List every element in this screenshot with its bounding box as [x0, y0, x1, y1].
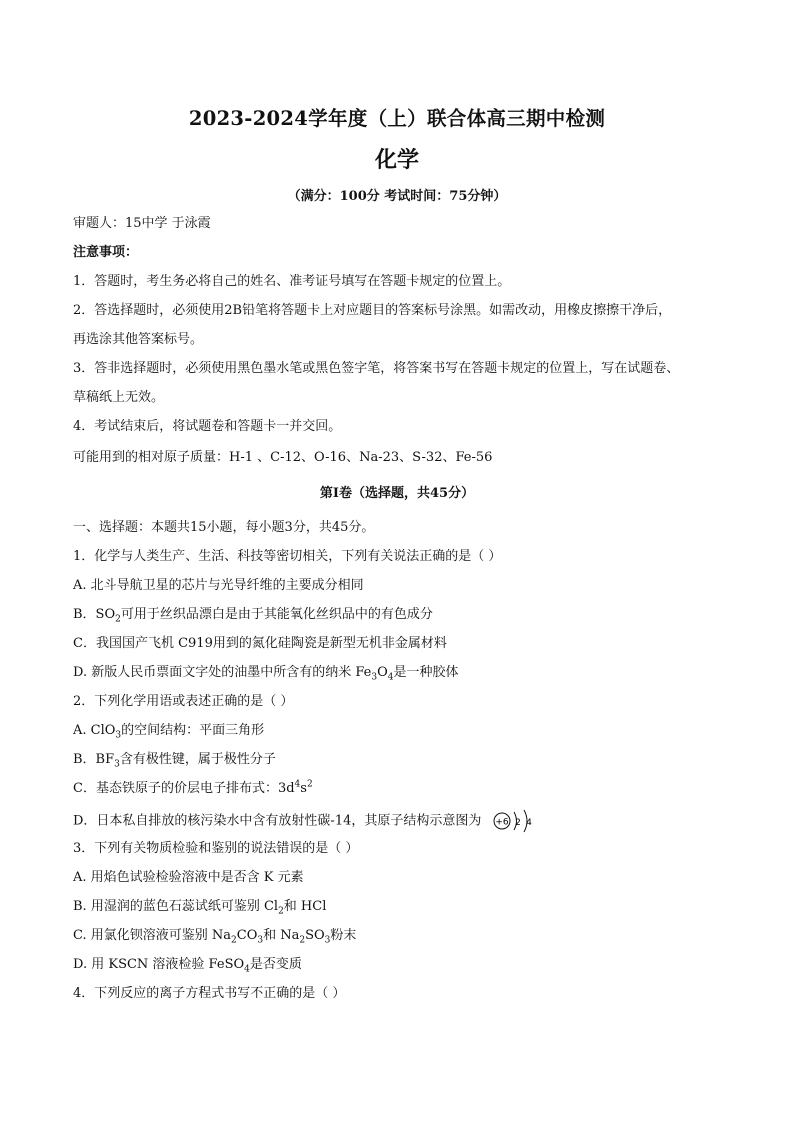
section-intro: 一、选择题：本题共15小题，每小题3分，共45分。 — [73, 520, 375, 535]
reviewer-line: 审题人：15中学 于泳霞 — [73, 216, 211, 231]
note-3b: 草稿纸上无效。 — [73, 390, 165, 405]
q2-option-b: B．$BF_3$含有极性键，属于极性分子 — [73, 752, 276, 770]
q3-stem: 3．下列有关物质检验和鉴别的说法错误的是（ ） — [73, 841, 359, 856]
q3-option-a: A. 用焰色试验检验溶液中是否含 K 元素 — [73, 870, 304, 885]
q3-option-b: B. 用湿润的蓝色石蕊试纸可鉴别 $Cl_2$和 HCl — [73, 899, 327, 917]
note-1: 1．答题时，考生务必将自己的姓名、准考证号填写在答题卡规定的位置上。 — [73, 274, 511, 289]
shell-1-electrons: 2 — [514, 818, 521, 828]
carbon-atom-diagram — [492, 810, 542, 832]
note-3a: 3．答非选择题时，必须使用黑色墨水笔或黑色签字笔，将答案书写在答题卡规定的位置上，写在试题卷、 — [73, 361, 680, 376]
q2-option-c: C．基态铁原子的价层电子排布式：$3d^4s^2$ — [73, 779, 313, 796]
notes-heading: 注意事项： — [73, 245, 139, 260]
q4-stem: 4．下列反应的离子方程式书写不正确的是（ ） — [73, 986, 346, 1001]
q1-option-a: A. 北斗导航卫星的芯片与光导纤维的主要成分相同 — [73, 578, 364, 593]
q1-option-b: B．$SO_2$可用于丝织品漂白是由于其能氧化丝织品中的有色成分 — [73, 607, 433, 625]
q3-option-c: C. 用氯化钡溶液可鉴别 $Na_2CO_3$和 $Na_2SO_3$粉末 — [73, 928, 357, 946]
note-4: 4．考试结束后，将试题卷和答题卡一并交回。 — [73, 419, 342, 434]
q2-stem: 2．下列化学用语或表述正确的是（ ） — [73, 694, 294, 709]
q2-option-d: D．日本私自排放的核污染水中含有放射性碳-14，其原子结构示意图为 +6 2 4 — [73, 810, 542, 832]
exam-meta: （满分：100分 考试时间：75分钟） — [287, 189, 507, 204]
shell-2-electrons: 4 — [525, 818, 532, 828]
note-2a: 2．答选择题时，必须使用2B铅笔将答题卡上对应题目的答案标号涂黑。如需改动，用橡皮擦擦干净后， — [73, 303, 672, 318]
q1-stem: 1．化学与人类生产、生活、科技等密切相关，下列有关说法正确的是（ ） — [73, 549, 502, 564]
q1-option-d: D. 新版人民币票面文字处的油墨中所含有的纳米 $Fe_3O_4$是一种胶体 — [73, 665, 459, 683]
note-2b: 再选涂其他答案标号。 — [73, 332, 204, 347]
q1-option-c: C．我国国产飞机 C919用到的氮化硅陶瓷是新型无机非金属材料 — [73, 636, 447, 651]
subject-title: 化学 — [374, 147, 419, 173]
q3-option-d: D. 用 KSCN 溶液检验 FeSO$_4$是否变质 — [73, 957, 302, 975]
exam-title: 2023-2024学年度（上）联合体高三期中检测 — [188, 107, 606, 130]
q2-option-a: A. ClO$_3$的空间结构：平面三角形 — [73, 723, 265, 741]
atomic-masses: 可能用到的相对原子质量：H-1 、C-12、O-16、Na-23、S-32、Fe-56 — [73, 450, 493, 465]
section-title: 第Ⅰ卷（选择题，共45分） — [319, 486, 475, 501]
nucleus-label: +6 — [494, 817, 509, 828]
